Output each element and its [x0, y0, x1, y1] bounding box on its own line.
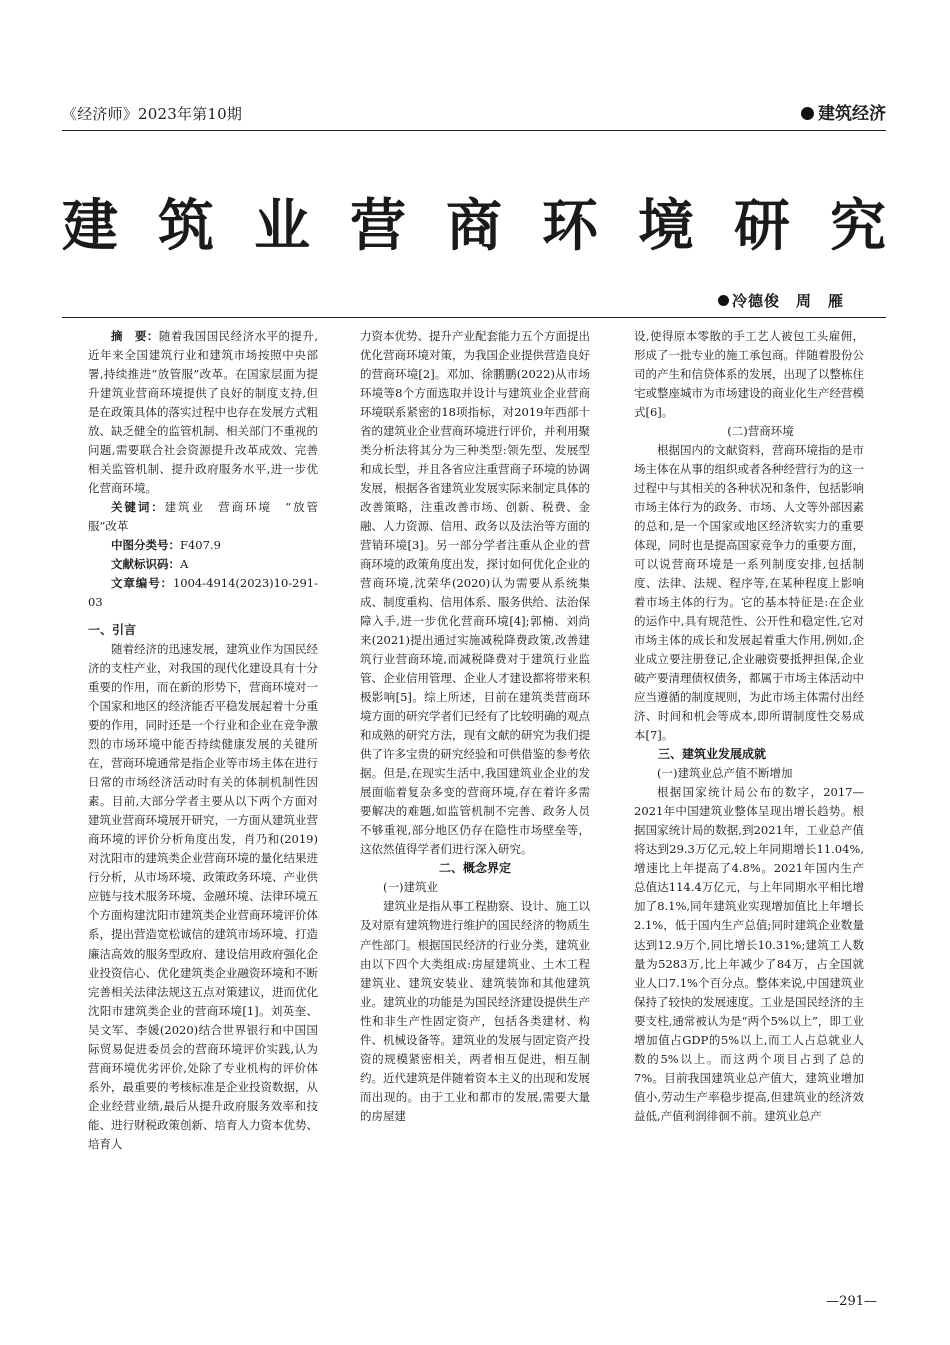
title-char: 业	[254, 194, 310, 259]
document-code	[88, 555, 318, 574]
keywords	[88, 498, 318, 536]
article-number	[88, 574, 318, 612]
abstract	[88, 327, 318, 498]
authors	[718, 290, 844, 311]
clc-value: F407.9	[180, 538, 221, 553]
introduction-text: 随着经济的迅速发展，建筑业作为国民经济的支柱产业，对我国的现代化建设具有十分重要的作用，而在新的形势下，营商环境对一个国家和地区的经济能否平稳发展起着十分重要的作用，同时还是一个行业和企业在竞争激烈的市场环境中能否持续健康发展的关键所在，营商环境通常是指企业等市场主体在进行日常的市场经济活动时有关的体制机制性因素。目前,大部分学者主要从以下两个方面对建筑业营商环境展开研究，一方面从建筑业营商环境的评价分析角度出发，肖乃和(2019)对沈阳市的建筑类企业营商环境的量化结果进行分析，从市场环境、政策政务环境、产业供应链与技术服务环境、金融环境、法律环境五个方面构建沈阳市建筑类企业营商环境评价体系，提出营造宽松诚信的建筑市场环境、打造廉洁高效的服务型政府、建设信用政府强化企业投资信心、优化建筑类企业融资环境和不断完善相关法律法规这五点对策建议，进而优化沈阳市建筑类企业的营商环境[1]。刘英奎、吴文军、李媛(2020)结合世界银行和中国国际贸易促进委员会的营商环境评价实践,认为营商环境优劣评价,处除了专业机构的评价体系外，最重要的考核标准是企业投资数据，从企业经营业绩,最后从提升政府服务效率和技能、进行财税政策创新、培育人力资本优势、培育人	[88, 642, 318, 1151]
introduction-text-cont: 力资本优势、提升产业配套能力五个方面提出优化营商环境对策，为我国企业提供营造良好的营商环境[2]。邓加、徐鹏鹏(2022)从市场环境等8个方面选取并设计与建筑业企业营商环境联系紧密的18项指标，对2019年西部十省的建筑业企业营商环境进行评价，并利用聚类分析法将其分为三种类型:领先型、发展型和成长型，并且各省应注重营商子环境的协调发展，根据各省建筑业发展实际来制定具体的改善策略，注重改善市场、创新、税费、金融、人力资源、信用、政务以及法治等方面的营销环境[3]。另一部分学者注重从企业的营商环境的政策角度出发，探讨如何优化企业的营商环境,沈荣华(2020)认为需要从系统集成、制度重构、信用体系、服务供给、法治保障入手,进一步优化营商环境[4];郭楠、刘尚来(2021)提出通过实施减税降费政策,改善建筑行业营商环境,而减税降费对于建筑行业监管、企业信用管理、企业人才建设都将带来积极影响[5]。综上所述，目前在建筑类营商环境方面的研究学者们已经有了比较明确的观点和成熟的研究方法，现有文献的研究为我们提供了许多宝贵的研究经验和可供借鉴的参考依据。但是,在现实生活中,我国建筑业企业的发展面临着复杂多变的营商环境,存在着许多需要解决的难题,如监管机制不完善、政务人员不够重视,部分地区仍存在隐性市场壁垒等，这依然值得学者们进行深入研究。	[360, 329, 590, 857]
column-2	[360, 327, 590, 1126]
title-char: 商	[446, 194, 502, 259]
author-names: 冷德俊 周 雁	[731, 292, 844, 310]
title-char: 营	[350, 194, 406, 259]
title-char: 建	[62, 194, 118, 259]
keywords-label: 关键词：	[111, 500, 165, 515]
title-char: 研	[734, 194, 790, 259]
section-title: 建筑经济	[818, 104, 886, 124]
article-no-label: 文章编号：	[111, 576, 173, 591]
column-3	[634, 327, 864, 1126]
heading-achievements: 三、建筑业发展成就	[658, 747, 767, 762]
doc-code-label: 文献标识码：	[111, 557, 180, 572]
output-growth-text: 根据国家统计局公布的数字，2017—2021年中国建筑业整体呈现出增长趋势。根据国家统计局的数据,到2021年，工业总产值将达到29.3万亿元,较上年同期增长11.04%,增速比上年提高了4.8%。2021年国内生产总值达114.4万亿元，与上年同期水平相比增加了8.1%,同年建筑业实现增加值比上年增长2.1%，低于国内生产总值;同时建筑企业数量达到12.9万个,同比增长10.31%;建筑工人数量为5283万,比上年减少了84万，占全国就业人口7.1%个百分点。整体来说,中国建筑业保持了较快的发展速度。工业是国民经济的主要支柱,通常被认为是“两个5%以上”，即工业增加值占GDP的5%以上,而工人占总就业人数的5%以上。而这两个项目占到了总的7%。目前我国建筑业总产值大，建筑业增加值小,劳动生产率稳步提高,但建筑业的经济效益低,产值利润徘徊不前。建筑业总产	[634, 785, 864, 1123]
title-char: 究	[830, 194, 886, 259]
section-label	[801, 99, 886, 124]
construction-text-cont: 设,使得原本零散的手工艺人被包工头雇佣，形成了一批专业的施工承包商。伴随着股份公司的产生和信贷体系的发展，出现了以整栋住宅或整座城市为市场建设的商业化生产经营模式[6]。	[634, 329, 864, 420]
clc-number	[88, 536, 318, 555]
business-environment-text: 根据国内的文献资料，营商环境指的是市场主体在从事的组织或者各种经营行为的这一过程中与其相关的各种状况和条件，包括影响市场主体行为的政务、市场、人文等外部因素的总和,是一个国家或地区经济软实力的重要体现，同时也是提高国家竞争力的重要方面，可以说营商环境是一系列制度安排,包括制度、法律、法规、程序等,在某种程度上影响着市场主体的行为。它的基本特征是:在企业的运作中,具有规范性、公开性和稳定性,它对市场主体的成长和发展起着重大作用,例如,企业成立要注册登记,企业融资要抵押担保,企业破产要清理债权债务，都属于市场主体活动中应当遵循的制度规则，为此市场主体需付出经济、时间和机会等成本,即所谓制度性交易成本[7]。	[634, 443, 864, 743]
page-number: —291—	[826, 1294, 877, 1309]
clc-label: 中图分类号：	[111, 538, 180, 553]
title-char: 境	[638, 194, 694, 259]
doc-code-value: A	[180, 557, 189, 572]
header-rule	[62, 130, 886, 131]
abstract-text: 随着我国国民经济水平的提升,近年来全国建筑行业和建筑市场按照中央部署,持续推进“放管服”改革。在国家层面为提升建筑业营商环境提供了良好的制度支持,但是在政策具体的落实过程中也存在发展方式粗放、缺乏健全的监管机制、相关部门不重视的问题,需要联合社会资源提升改革成效、完善相关监管机制、提升政府服务水平,进一步优化营商环境。	[88, 329, 319, 496]
abstract-label: 摘 要：	[111, 329, 159, 343]
subheading-output-growth: (一)建筑业总产值不断增加	[657, 766, 793, 781]
bullet-icon	[801, 107, 814, 120]
heading-concepts: 二、概念界定	[438, 861, 511, 876]
column-1	[88, 327, 318, 1154]
bullet-icon	[718, 295, 729, 306]
construction-text: 建筑业是指从事工程勘察、设计、施工以及对原有建筑物进行维护的国民经济的物质生产性部门。根据国民经济的行业分类，建筑业由以下四个大类组成:房屋建筑业、土木工程建筑业、建筑安装业、建筑装饰和其他建筑业。建筑业的功能是为国民经济建设提供生产性和非生产性固定资产，包括各类建材、构件、机械设备等。建筑业的发展与固定资产投资的规模紧密相关，两者相互促进，相互制约。近代建筑是伴随着资本主义的出现和发展而出现的。由于工业和都市的发展,需要大量的房屋建	[360, 899, 590, 1123]
journal-issue: 《经济师》2023年第10期	[62, 105, 243, 123]
article-title	[62, 193, 886, 263]
subheading-construction: (一)建筑业	[383, 880, 438, 895]
heading-introduction: 一、引言	[88, 623, 137, 638]
article-no-value: 1004-4914(2023)10-291-03	[88, 576, 318, 610]
subheading-business-environment: (二)营商环境	[727, 424, 794, 439]
title-char: 筑	[158, 194, 214, 259]
keywords-text: 建筑业 营商环境 “放管服”改革	[88, 500, 318, 534]
title-char: 环	[542, 194, 598, 259]
title-rule	[62, 317, 886, 318]
